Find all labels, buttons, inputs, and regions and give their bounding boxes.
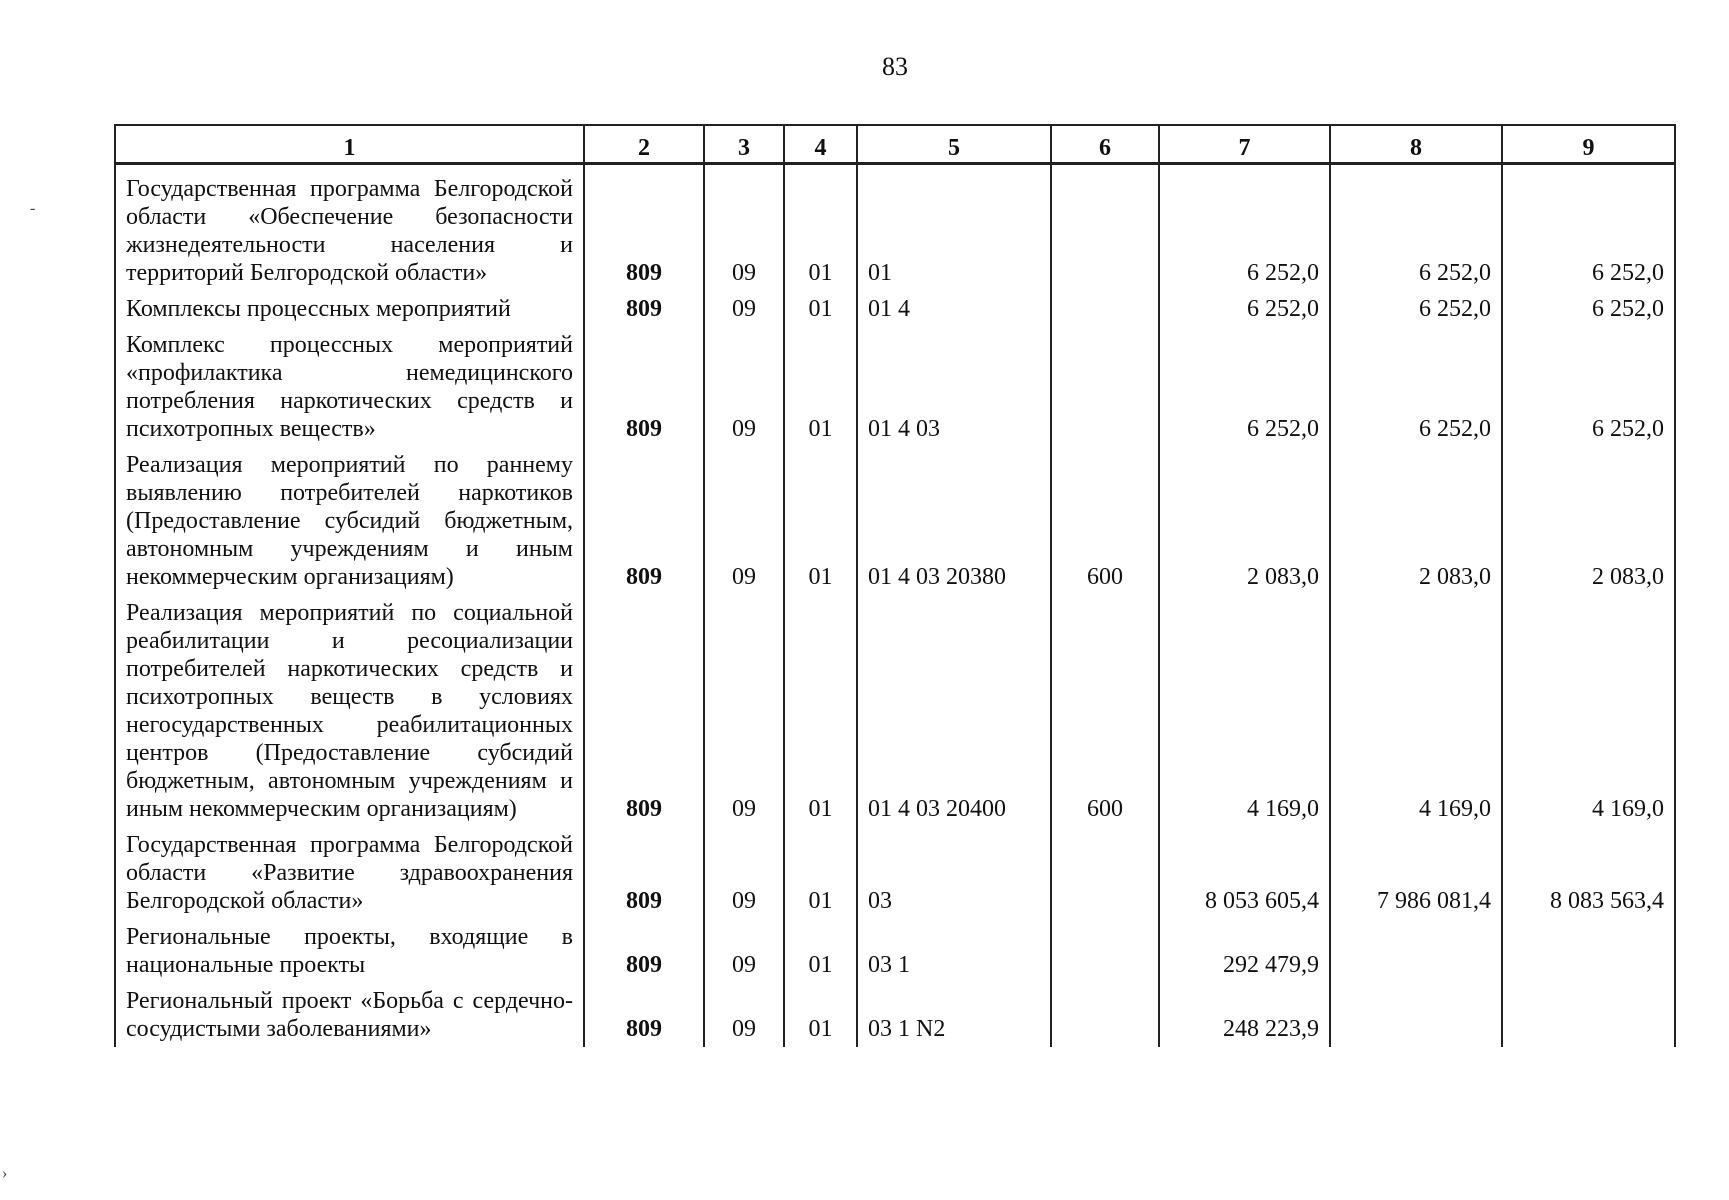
column-header-2: 2: [584, 125, 704, 164]
row-amount-7: 6 252,0: [1159, 164, 1330, 292]
row-target-article: 01 4: [857, 291, 1051, 327]
row-section: 09: [704, 595, 784, 827]
row-code-admin: 809: [584, 827, 704, 919]
row-amount-7: 4 169,0: [1159, 595, 1330, 827]
row-code-admin: 809: [584, 327, 704, 447]
row-amount-8: [1330, 919, 1502, 983]
row-expense-type: [1051, 827, 1159, 919]
table-row: [115, 291, 1675, 327]
row-target-article: 03 1: [857, 919, 1051, 983]
row-amount-8: 6 252,0: [1330, 291, 1502, 327]
row-amount-8: 7 986 081,4: [1330, 827, 1502, 919]
row-section: 09: [704, 919, 784, 983]
row-subsection: 01: [784, 827, 857, 919]
column-header-8: 8: [1330, 125, 1502, 164]
row-amount-8: [1330, 983, 1502, 1047]
row-amount-8: 6 252,0: [1330, 327, 1502, 447]
column-header-9: 9: [1502, 125, 1675, 164]
row-target-article: 01 4 03: [857, 327, 1051, 447]
column-header-1: 1: [115, 125, 584, 164]
row-code-admin: 809: [584, 595, 704, 827]
row-section: 09: [704, 291, 784, 327]
row-name: Комплексы процессных мероприятий: [115, 291, 584, 327]
row-amount-9: [1502, 983, 1675, 1047]
table-row: [115, 327, 1675, 447]
row-amount-7: 292 479,9: [1159, 919, 1330, 983]
row-name: Государственная программа Белгородской области «Развитие здравоохранения Белгородской области»: [115, 827, 584, 919]
row-target-article: 01: [857, 164, 1051, 292]
margin-mark: ›: [2, 1165, 8, 1182]
row-target-article: 03 1 N2: [857, 983, 1051, 1047]
row-target-article: 03: [857, 827, 1051, 919]
row-amount-7: 248 223,9: [1159, 983, 1330, 1047]
row-name: Региональный проект «Борьба с сердечно-сосудистыми заболеваниями»: [115, 983, 584, 1047]
row-amount-9: 6 252,0: [1502, 164, 1675, 292]
row-name: Комплекс процессных мероприятий «профилактика немедицинского потребления наркотических средств и психотропных веществ»: [115, 327, 584, 447]
row-expense-type: [1051, 291, 1159, 327]
row-expense-type: [1051, 164, 1159, 292]
row-subsection: 01: [784, 327, 857, 447]
row-section: 09: [704, 327, 784, 447]
row-amount-9: [1502, 919, 1675, 983]
row-name: Реализация мероприятий по социальной реабилитации и ресоциализации потребителей наркотических средств и психотропных веществ в условиях негосударственных реабилитационных центров (Предоставление субсидий бюджетным, автономным учреждениям и иным некоммерческим организациям): [115, 595, 584, 827]
table-row: [115, 919, 1675, 983]
row-subsection: 01: [784, 291, 857, 327]
row-amount-7: 6 252,0: [1159, 327, 1330, 447]
row-name: Реализация мероприятий по раннему выявлению потребителей наркотиков (Предоставление субсидий бюджетным, автономным учреждениям и иным некоммерческим организациям): [115, 447, 584, 595]
row-amount-9: 4 169,0: [1502, 595, 1675, 827]
row-code-admin: 809: [584, 983, 704, 1047]
row-name: Региональные проекты, входящие в национальные проекты: [115, 919, 584, 983]
row-code-admin: 809: [584, 164, 704, 292]
row-amount-7: 2 083,0: [1159, 447, 1330, 595]
row-amount-9: 2 083,0: [1502, 447, 1675, 595]
row-section: 09: [704, 164, 784, 292]
row-subsection: 01: [784, 595, 857, 827]
row-section: 09: [704, 983, 784, 1047]
column-header-6: 6: [1051, 125, 1159, 164]
row-section: 09: [704, 447, 784, 595]
row-section: 09: [704, 827, 784, 919]
table-row: [115, 447, 1675, 595]
table-row: [115, 827, 1675, 919]
column-header-5: 5: [857, 125, 1051, 164]
row-amount-9: 6 252,0: [1502, 327, 1675, 447]
row-expense-type: [1051, 327, 1159, 447]
row-code-admin: 809: [584, 919, 704, 983]
table-row: [115, 164, 1675, 292]
row-expense-type: 600: [1051, 595, 1159, 827]
row-amount-9: 8 083 563,4: [1502, 827, 1675, 919]
row-amount-7: 6 252,0: [1159, 291, 1330, 327]
row-amount-9: 6 252,0: [1502, 291, 1675, 327]
budget-table: [114, 124, 1676, 1047]
row-amount-8: 4 169,0: [1330, 595, 1502, 827]
row-name: Государственная программа Белгородской области «Обеспечение безопасности жизнедеятельности населения и территорий Белгородской области»: [115, 164, 584, 292]
row-target-article: 01 4 03 20400: [857, 595, 1051, 827]
row-subsection: 01: [784, 919, 857, 983]
table-row: [115, 983, 1675, 1047]
row-target-article: 01 4 03 20380: [857, 447, 1051, 595]
margin-mark: -: [30, 200, 36, 217]
row-code-admin: 809: [584, 447, 704, 595]
column-header-7: 7: [1159, 125, 1330, 164]
row-code-admin: 809: [584, 291, 704, 327]
row-amount-8: 6 252,0: [1330, 164, 1502, 292]
row-expense-type: [1051, 983, 1159, 1047]
header-row: [115, 125, 1675, 164]
row-expense-type: [1051, 919, 1159, 983]
row-subsection: 01: [784, 983, 857, 1047]
table-row: [115, 595, 1675, 827]
column-header-4: 4: [784, 125, 857, 164]
page-number: 83: [882, 52, 908, 81]
row-amount-7: 8 053 605,4: [1159, 827, 1330, 919]
row-amount-8: 2 083,0: [1330, 447, 1502, 595]
row-subsection: 01: [784, 164, 857, 292]
column-header-3: 3: [704, 125, 784, 164]
row-expense-type: 600: [1051, 447, 1159, 595]
row-subsection: 01: [784, 447, 857, 595]
